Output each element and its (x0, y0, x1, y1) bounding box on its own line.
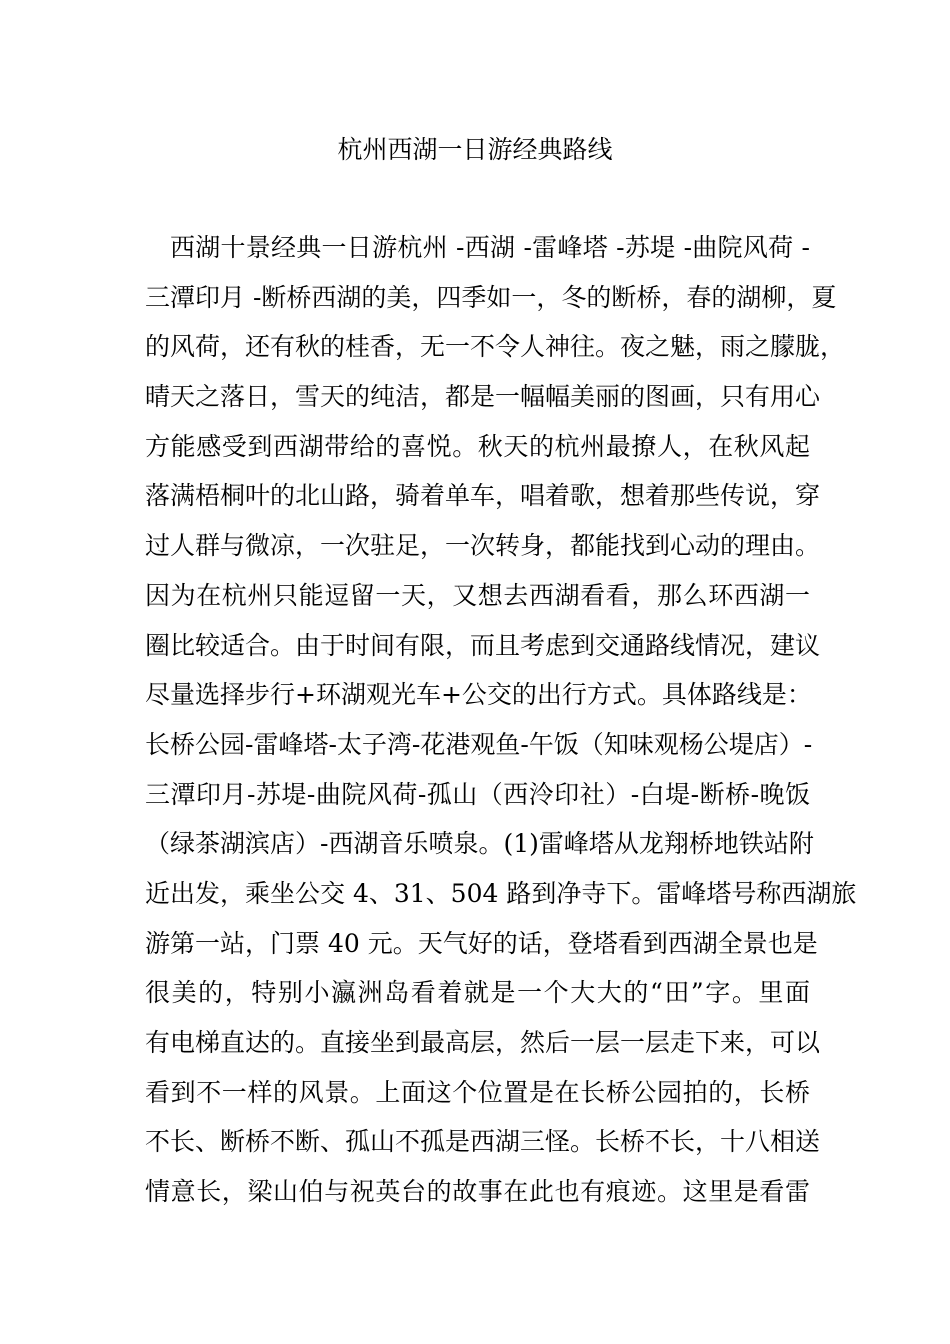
body-line: 西湖十景经典一日游杭州 -西湖 -雷峰塔 -苏堤 -曲院风荷 - (170, 233, 810, 262)
body-line: 有电梯直达的。直接坐到最高层，然后一层一层走下来，可以 (145, 1028, 821, 1057)
body-line: 不长、断桥不断、孤山不孤是西湖三怪。长桥不长，十八相送 (145, 1127, 821, 1157)
body-line: 尽量选择步行+环湖观光车+公交的出行方式。具体路线是： (145, 680, 812, 710)
body-line: 很美的，特别小瀛洲岛看着就是一个大大的“田”字。里面 (145, 978, 810, 1008)
body-line: 三潭印月 -断桥西湖的美，四季如一，冬的断桥，春的湖柳，夏 (145, 282, 837, 312)
body-line: 长桥公园-雷峰塔-太子湾-花港观鱼-午饭（知味观杨公堤店）- (145, 729, 813, 759)
body-line: 因为在杭州只能逗留一天，又想去西湖看看，那么环西湖一 (145, 580, 810, 610)
body-line: 方能感受到西湖带给的喜悦。秋天的杭州最撩人，在秋风起 (145, 431, 810, 461)
body-line: 晴天之落日，雪天的纯洁，都是一幅幅美丽的图画，只有用心 (145, 382, 821, 412)
body-line: 过人群与微凉，一次驻足，一次转身，都能找到心动的理由。 (145, 531, 821, 561)
document-body (145, 223, 857, 1217)
body-line: 看到不一样的风景。上面这个位置是在长桥公园拍的，长桥 (145, 1077, 810, 1107)
body-line: 情意长，梁山伯与祝英台的故事在此也有痕迹。这里是看雷 (145, 1177, 810, 1207)
body-line: 圈比较适合。由于时间有限，而且考虑到交通路线情况，建议 (145, 630, 821, 660)
body-line: 落满梧桐叶的北山路，骑着单车，唱着歌，想着那些传说，穿 (145, 481, 821, 511)
body-line: 游第一站，门票 40 元。天气好的话，登塔看到西湖全景也是 (145, 928, 818, 958)
body-line: 近出发，乘坐公交 4、31、504 路到净寺下。雷峰塔号称西湖旅 (145, 878, 857, 908)
body-line: 三潭印月-苏堤-曲院风荷-孤山（西泠印社）-白堤-断桥-晚饭 (145, 779, 810, 809)
document-title: 杭州西湖一日游经典路线 (337, 135, 613, 164)
body-line: 的风荷，还有秋的桂香，无一不令人神往。夜之魅，雨之朦胧， (145, 332, 846, 362)
body-line: （绿茶湖滨店）-西湖音乐喷泉。(1)雷峰塔从龙翔桥地铁站附 (145, 829, 814, 859)
